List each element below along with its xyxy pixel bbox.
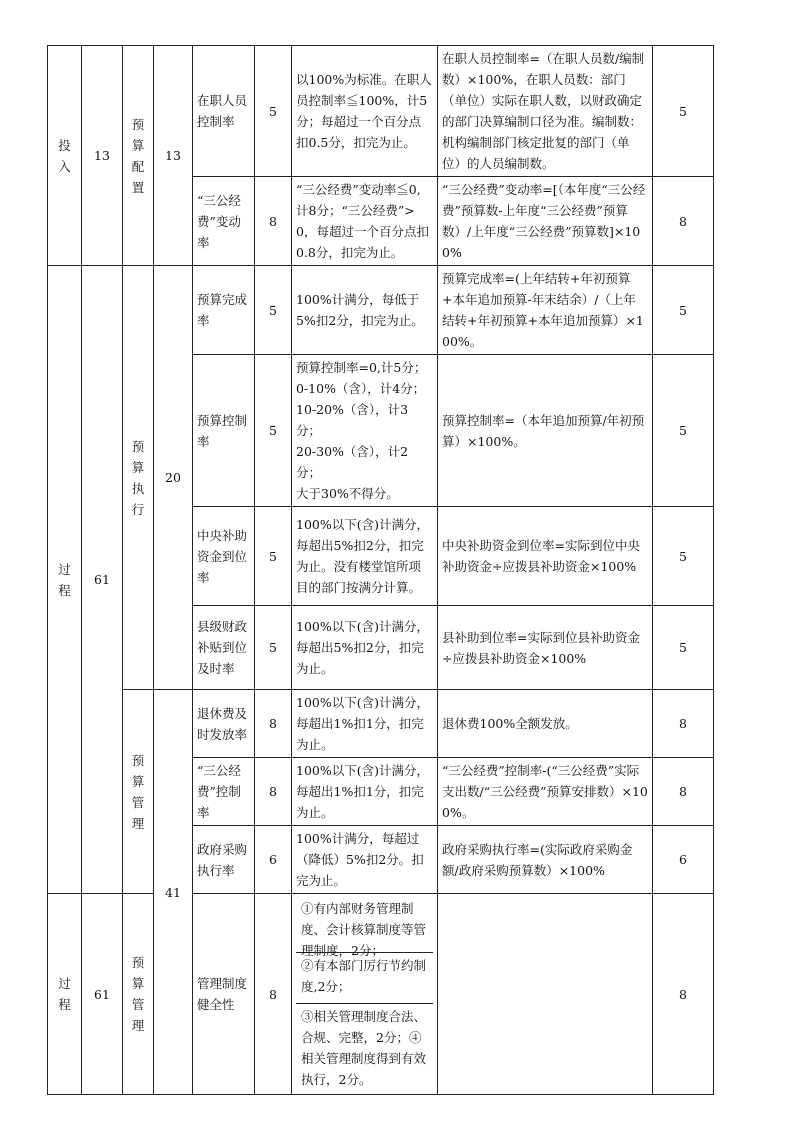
indicator-cell: 管理制度健全性 <box>193 894 255 1095</box>
score-cell: 8 <box>653 758 714 826</box>
standard-cell: 100%计满分，每超过（降低）5%扣2分。扣完为止。 <box>292 826 438 894</box>
weight-cell: 5 <box>255 507 292 606</box>
score-cell: 8 <box>653 690 714 758</box>
score-cell: 8 <box>653 894 714 1095</box>
indicator-cell: “三公经费”控制率 <box>193 758 255 826</box>
explanation-cell: 预算完成率=(上年结转+年初预算+本年追加预算-年末结余）/（上年结转+年初预算+本年追加预算）×100%。 <box>438 266 653 355</box>
weight-cell: 5 <box>255 355 292 507</box>
evaluation-table <box>47 45 714 1095</box>
score-cell: 6 <box>653 826 714 894</box>
level2-score-cell: 20 <box>154 266 193 690</box>
standard-cell: 100%以下(含)计满分，每超出1%扣1分，扣完为止。 <box>292 690 438 758</box>
standard-cell: 预算控制率=0,计5分； 0-10%（含），计4分； 10-20%（含），计3分； 20-30%（含），计2分； 大于30%不得分。 <box>292 355 438 507</box>
explanation-cell <box>438 894 653 1095</box>
weight-cell: 8 <box>255 690 292 758</box>
indicator-cell: 退休费及时发放率 <box>193 690 255 758</box>
standard-cell: 100%以下(含)计满分，每超出5%扣2分，扣完为止。 <box>292 606 438 690</box>
weight-cell: 8 <box>255 177 292 266</box>
level1-cell: 投入 <box>48 46 82 266</box>
explanation-cell: 政府采购执行率=(实际政府采购金额/政府采购预算数）×100% <box>438 826 653 894</box>
standard-cell: “三公经费”变动率≦0,计8分；“三公经费”>0，每超过一个百分点扣0.8分，扣完为止。 <box>292 177 438 266</box>
level2-score-cell: 13 <box>154 46 193 266</box>
level1-score-cell: 61 <box>82 894 123 1095</box>
explanation-cell: 县补助到位率=实际到位县补助资金÷应拨县补助资金×100% <box>438 606 653 690</box>
indicator-cell: 中央补助资金到位率 <box>193 507 255 606</box>
weight-cell: 5 <box>255 266 292 355</box>
level2-cell: 预算执行 <box>123 266 154 690</box>
indicator-cell: “三公经费”变动率 <box>193 177 255 266</box>
level2-score-cell: 41 <box>154 690 193 1095</box>
table-row <box>48 266 714 355</box>
score-cell: 5 <box>653 355 714 507</box>
level2-cell: 预算管理 <box>123 690 154 894</box>
table-row <box>48 46 714 177</box>
explanation-cell: “三公经费”控制率-(“三公经费”实际支出数/“三公经费”预算安排数）×100%。 <box>438 758 653 826</box>
weight-cell: 5 <box>255 46 292 177</box>
level1-score-cell: 13 <box>82 46 123 266</box>
explanation-cell: “三公经费”变动率=[（本年度“三公经费”预算数-上年度“三公经费”预算数）/上年度“三公经费”预算数]×100% <box>438 177 653 266</box>
explanation-cell: 退休费100%全额发放。 <box>438 690 653 758</box>
explanation-cell: 中央补助资金到位率=实际到位中央补助资金÷应拨县补助资金×100% <box>438 507 653 606</box>
level2-cell: 预算管理 <box>123 894 154 1095</box>
indicator-cell: 县级财政补贴到位及时率 <box>193 606 255 690</box>
indicator-cell: 预算完成率 <box>193 266 255 355</box>
standard-cell: ①有内部财务管理制度、会计核算制度等管理制度，2分； ②有本部门厉行节约制度,2分； ③相关管理制度合法、合规、完整，2分；④相关管理制度得到有效执行，2分。 <box>292 894 438 1095</box>
score-cell: 5 <box>653 46 714 177</box>
standard-cell: 100%计满分，每低于5%扣2分，扣完为止。 <box>292 266 438 355</box>
explanation-cell: 在职人员控制率=（在职人员数/编制数）×100%，在职人员数：部门（单位）实际在职人数，以财政确定的部门决算编制口径为准。编制数：机构编制部门核定批复的部门（单位）的人员编制数。 <box>438 46 653 177</box>
indicator-cell: 预算控制率 <box>193 355 255 507</box>
standard-cell: 100%以下(含)计满分，每超出1%扣1分，扣完为止。 <box>292 758 438 826</box>
score-cell: 5 <box>653 606 714 690</box>
weight-cell: 6 <box>255 826 292 894</box>
level1-score-cell: 61 <box>82 266 123 894</box>
table-row <box>48 894 714 1095</box>
level2-cell: 预算配置 <box>123 46 154 266</box>
table-row <box>48 690 714 758</box>
standard-cell: 以100%为标准。在职人员控制率≦100%，计5分；每超过一个百分点扣0.5分，扣完为止。 <box>292 46 438 177</box>
score-cell: 8 <box>653 177 714 266</box>
level1-cell: 过程 <box>48 894 82 1095</box>
weight-cell: 8 <box>255 758 292 826</box>
explanation-cell: 预算控制率=（本年追加预算/年初预算）×100%。 <box>438 355 653 507</box>
weight-cell: 5 <box>255 606 292 690</box>
score-cell: 5 <box>653 266 714 355</box>
level1-cell: 过程 <box>48 266 82 894</box>
score-cell: 5 <box>653 507 714 606</box>
weight-cell: 8 <box>255 894 292 1095</box>
indicator-cell: 在职人员控制率 <box>193 46 255 177</box>
indicator-cell: 政府采购执行率 <box>193 826 255 894</box>
standard-cell: 100%以下(含)计满分，每超出5%扣2分，扣完为止。没有楼堂馆所项目的部门按满分计算。 <box>292 507 438 606</box>
